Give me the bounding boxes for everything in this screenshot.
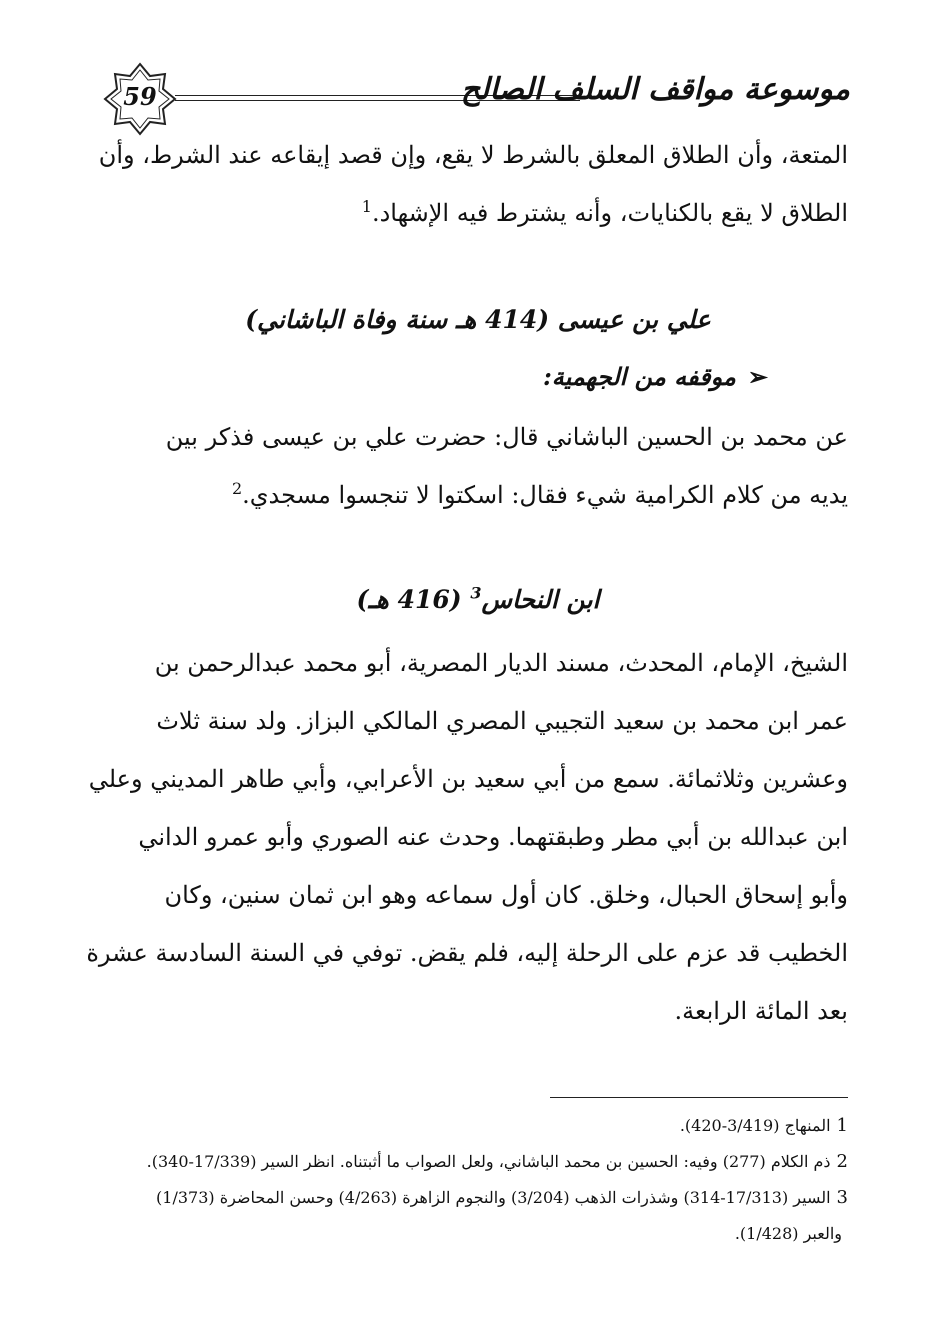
footnotes [108,1108,848,1252]
footnote: والعبر (1/428). [734,1224,842,1243]
footnote-ref: 3 [470,583,482,603]
arrowhead-icon: ➢ [747,362,768,391]
page-number: 59 [123,82,157,111]
section2-paragraph [86,634,848,1040]
text-line: وأبو إسحاق الحبال، وخلق. كان أول سماعه وهو ابن ثمان سنين، وكان [164,881,848,909]
intro-paragraph [98,126,848,242]
text-line: بعد المائة الرابعة. [674,997,848,1025]
text-line: المتعة، وأن الطلاق المعلق بالشرط لا يقع، وإن قصد إيقاعه عند الشرط، وأن [98,141,848,169]
text-line: عمر ابن محمد بن سعيد التجيبي المصري المالكي البزاز. ولد سنة ثلاث [156,707,848,735]
section-subheading: ➢موقفه من الجهمية: [542,362,768,391]
page-number-badge [103,62,177,136]
footnote: 1المنهاج (3/419-420). [679,1115,848,1136]
footnote: 3السير (17/313-314) وشذرات الذهب (3/204) والنجوم الزاهرة (4/263) وحسن المحاضرة (1/373) [156,1187,848,1208]
text-line: الشيخ، الإمام، المحدث، مسند الديار المصرية، أبو محمد عبدالرحمن بن [154,649,848,677]
footnote-rule [550,1097,848,1098]
text-line: الخطيب قد عزم على الرحلة إليه، فلم يقض. توفي في السنة السادسة عشرة [86,939,848,967]
text-line: ابن عبدالله بن أبي مطر وطبقتهما. وحدث عنه الصوري وأبو عمرو الداني [138,823,848,851]
footnote-ref: 2 [231,479,243,498]
section-title: علي بن عيسى (414 هـ سنة وفاة الباشاني) [245,305,711,334]
text-line: يديه من كلام الكرامية شيء فقال: اسكتوا لا تنجسوا مسجدي.$^2$ [231,479,848,509]
text-line: وعشرين وثلاثمائة. سمع من أبي سعيد بن الأعرابي، وأبي طاهر المديني وعلي [88,765,848,793]
footnote-ref: 1 [361,197,372,216]
text-line: عن محمد بن الحسين الباشاني قال: حضرت علي بن عيسى فذكر بين [165,423,848,451]
footnote: 2ذم الكلام (277) وفيه: الحسين بن محمد الباشاني، ولعل الصواب ما أثبتناه. انظر السير (17/339-340). [146,1151,848,1172]
section1-paragraph [108,408,848,524]
section-title: ابن النحاس$^3$ (416 هـ) [356,583,600,614]
text-line: الطلاق لا يقع بالكنايات، وأنه يشترط فيه الإشهاد.$^1$ [361,197,848,227]
book-title: موسوعة مواقف السلف الصالح [460,72,850,107]
